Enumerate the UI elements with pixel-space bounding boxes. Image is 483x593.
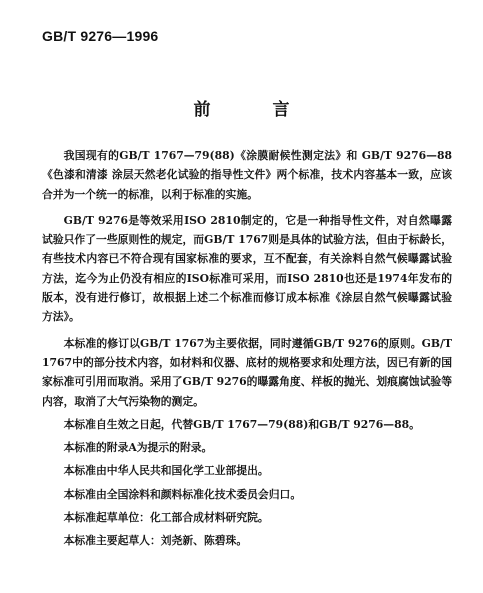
paragraph: 本标准的修订以GB/T 1767为主要依据，同时遵循GB/T 9276的原则。GB/T 1767中的部分技术内容，如材料和仪器、底材的规格要求和处理方法，因已有新的国家标准可引用而取消。采用了GB/T 9276的曝露角度、样板的抛光、划痕腐蚀试验等内容，取消了大气污染物的测定。 <box>42 336 452 408</box>
foreword-body <box>42 146 452 551</box>
paragraph: 本标准起草单位：化工部合成材料研究院。 <box>63 511 269 525</box>
page-title: 前 言 <box>193 100 318 120</box>
paragraph: GB/T 9276是等效采用ISO 2810制定的，它是一种指导性文件，对自然曝露试验只作了一些原则性的规定，而GB/T 1767则是具体的试验方法，但由于标龄长，有些技术内容已不符合现有国家标准的要求，互不配套，有关涂料自然气候曝露试验方法，迄今为止仍没有相应的ISO标准可采用，而ISO 2810也还是1974年发布的版本，没有进行修订，故根据上述二个标准而修订成本标准《涂层自然气候曝露试验方法》。 <box>42 213 452 324</box>
paragraph: 本标准由全国涂料和颜料标准化技术委员会归口。 <box>63 487 302 501</box>
paragraph: 本标准由中华人民共和国化学工业部提出。 <box>63 464 269 478</box>
paragraph: 本标准的附录A为提示的附录。 <box>63 441 213 455</box>
paragraph: 本标准自生效之日起，代替GB/T 1767—79(88)和GB/T 9276—88。 <box>63 417 420 431</box>
paragraph: 我国现有的GB/T 1767—79(88)《涂膜耐候性测定法》和 GB/T 9276—88《色漆和清漆 涂层天然老化试验的指导性文件》两个标准，技术内容基本一致，应该合并为一个统一的标准，以利于标准的实施。 <box>42 149 452 201</box>
standard-code: GB/T 9276—1996 <box>42 28 159 44</box>
paragraph: 本标准主要起草人：刘尧新、陈碧珠。 <box>63 534 248 548</box>
